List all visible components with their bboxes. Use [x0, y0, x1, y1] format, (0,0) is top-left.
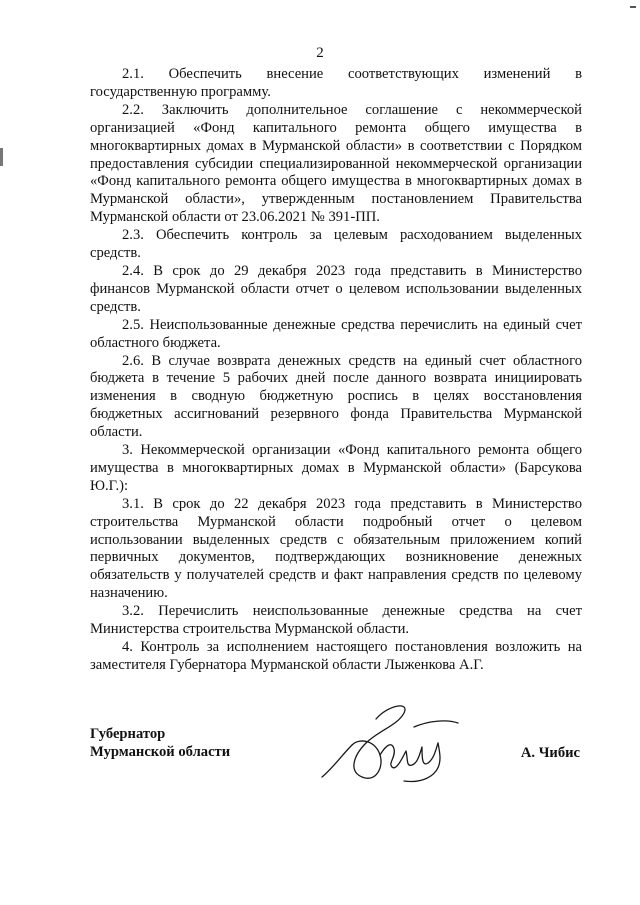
scan-edge-mark — [0, 148, 3, 166]
paragraph-2-1: 2.1. Обеспечить внесение соответствующих изменений в государственную программу. — [90, 66, 582, 100]
signer-title-line1: Губернатор — [90, 726, 166, 742]
signer-title-line2: Мурманской области — [90, 744, 231, 760]
paragraph-2-6: 2.6. В случае возврата денежных средств на единый счет областного бюджета в течение 5 рабочих дней после данного возврата инициировать изменения в сводную бюджетную роспись в целях восстановления бюджетных ассигнований резервного фонда Правительства Мурманской области. — [90, 352, 582, 441]
paragraph-2-5: 2.5. Неиспользованные денежные средства перечислить на единый счет областного бюджета. — [90, 316, 582, 351]
document-body — [90, 66, 582, 675]
signer-name: А. Чибис — [520, 745, 580, 761]
page-number: 2 — [316, 45, 324, 61]
handwritten-signature — [318, 697, 468, 787]
paragraph-2-4: 2.4. В срок до 29 декабря 2023 года представить в Министерство финансов Мурманской области отчет о целевом использовании выделенных средств. — [90, 262, 582, 315]
paragraph-2-2: 2.2. Заключить дополнительное соглашение с некоммерческой организацией «Фонд капитального ремонта общего имущества в многоквартирных домах в Мурманской области» в соответствии с Порядком предоставления субсидии специализированной некоммерческой организации «Фонд капитального ремонта общего имущества в многоквартирных домах в Мурманской области», утвержденным постановлением Правительства Мурманской области от 23.06.2021 № 391-ПП. — [90, 101, 582, 226]
paragraph-3: 3. Некоммерческой организации «Фонд капитального ремонта общего имущества в многоквартирных домах в Мурманской области» (Барсукова Ю.Г.): — [90, 442, 582, 494]
signature-block — [90, 715, 582, 795]
paragraph-3-2: 3.2. Перечислить неиспользованные денежные средства на счет Министерства строительства Мурманской области. — [90, 603, 582, 638]
scan-corner-mark — [630, 6, 636, 8]
paragraph-3-1: 3.1. В срок до 22 декабря 2023 года представить в Министерство строительства Мурманской области подробный отчет о целевом использовании выделенных средств с обязательным приложением копий первичных документов, подтверждающих возникновение денежных обязательств у получателей средств и факт направления средств по целевому назначению. — [90, 495, 582, 602]
signer-title — [90, 725, 230, 761]
paragraph-4: 4. Контроль за исполнением настоящего постановления возложить на заместителя Губернатора Мурманской области Лыженкова А.Г. — [90, 639, 582, 673]
paragraph-2-3: 2.3. Обеспечить контроль за целевым расходованием выделенных средств. — [90, 227, 582, 262]
